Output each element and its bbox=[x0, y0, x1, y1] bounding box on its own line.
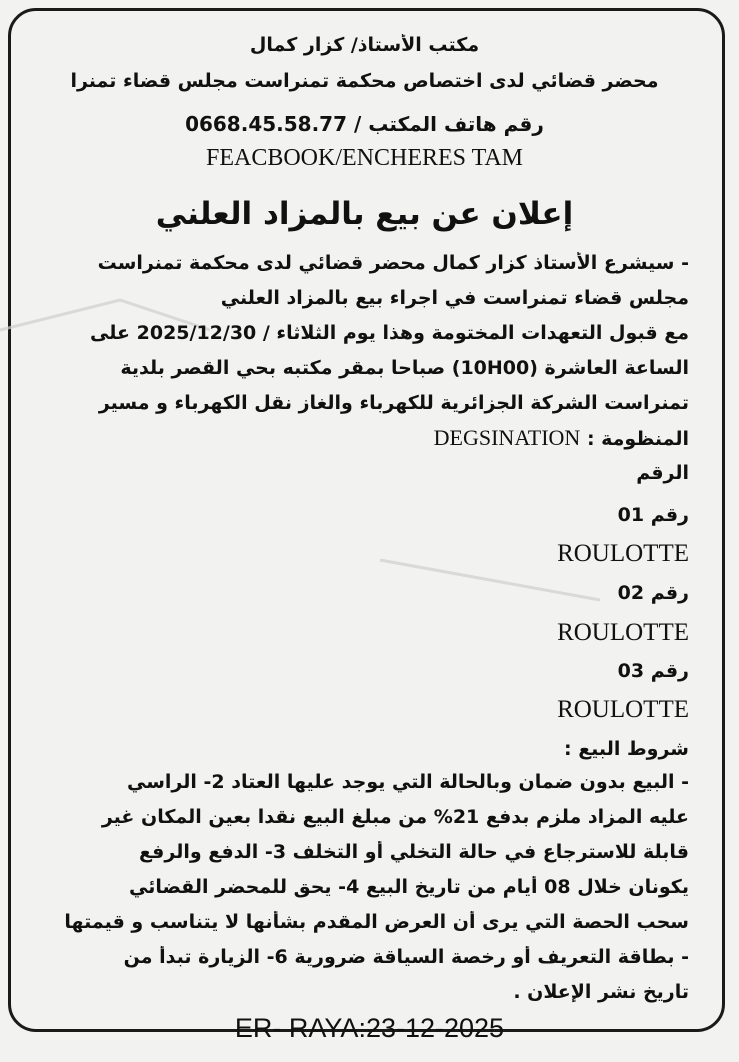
office-phone: رقم هاتف المكتب / 0668.45.58.77 bbox=[185, 112, 544, 136]
condition-line: قابلة للاسترجاع في حالة التخلي أو التخلف 3- الدفع والرفع bbox=[138, 841, 689, 863]
designation-latin: DEGSINATION bbox=[433, 425, 581, 450]
item-number: رقم 01 bbox=[617, 504, 689, 526]
publication-reference: ER- RAYA:23-12-2025 bbox=[234, 1013, 505, 1043]
item-name: ROULOTTE bbox=[557, 619, 689, 646]
notice-title: إعلان عن بيع بالمزاد العلني bbox=[155, 196, 574, 232]
items-header: الرقم bbox=[636, 462, 689, 484]
item-name: ROULOTTE bbox=[557, 540, 689, 567]
body-line: الساعة العاشرة (10H00) صباحا بمقر مكتبه بحي القصر بلدية bbox=[120, 357, 689, 379]
body-line: تمنراست الشركة الجزائرية للكهرباء والغاز نقل الكهرباء و مسير bbox=[98, 392, 689, 414]
designation-arabic: المنظومة : bbox=[586, 428, 689, 450]
condition-line: - البيع بدون ضمان وبالحالة التي يوجد عليها العتاد 2- الراسي bbox=[127, 771, 689, 793]
condition-line: - بطاقة التعريف أو رخصة السياقة ضرورية 6- الزيارة تبدأ من bbox=[123, 946, 689, 968]
designation-line bbox=[40, 425, 689, 451]
body-line: مع قبول التعهدات المختومة وهذا يوم الثلاثاء / 2025/12/30 على bbox=[90, 322, 689, 344]
conditions-title: شروط البيع : bbox=[563, 738, 689, 760]
office-role: محضر قضائي لدى اختصاص محكمة تمنراست مجلس قضاء تمنرا bbox=[70, 70, 659, 92]
condition-line: عليه المزاد ملزم بدفع 21% من مبلغ البيع نقدا بعين المكان غير bbox=[101, 806, 689, 828]
body-line: مجلس قضاء تمنراست في اجراء بيع بالمزاد العلني bbox=[220, 287, 689, 309]
condition-line: تاريخ نشر الإعلان . bbox=[513, 981, 689, 1003]
item-name: ROULOTTE bbox=[557, 696, 689, 723]
condition-line: سحب الحصة التي يرى أن العرض المقدم بشأنها لا يتناسب و قيمتها bbox=[64, 911, 689, 933]
facebook-page: FEACBOOK/ENCHERES TAM bbox=[205, 145, 523, 171]
item-number: رقم 03 bbox=[617, 660, 689, 682]
condition-line: يكونان خلال 08 أيام من تاريخ البيع 4- يحق للمحضر القضائي bbox=[128, 876, 689, 898]
item-number: رقم 02 bbox=[617, 582, 689, 604]
body-line: - سيشرع الأستاذ كزار كمال محضر قضائي لدى محكمة تمنراست bbox=[97, 252, 689, 274]
office-name: مكتب الأستاذ/ كزار كمال bbox=[249, 34, 480, 56]
